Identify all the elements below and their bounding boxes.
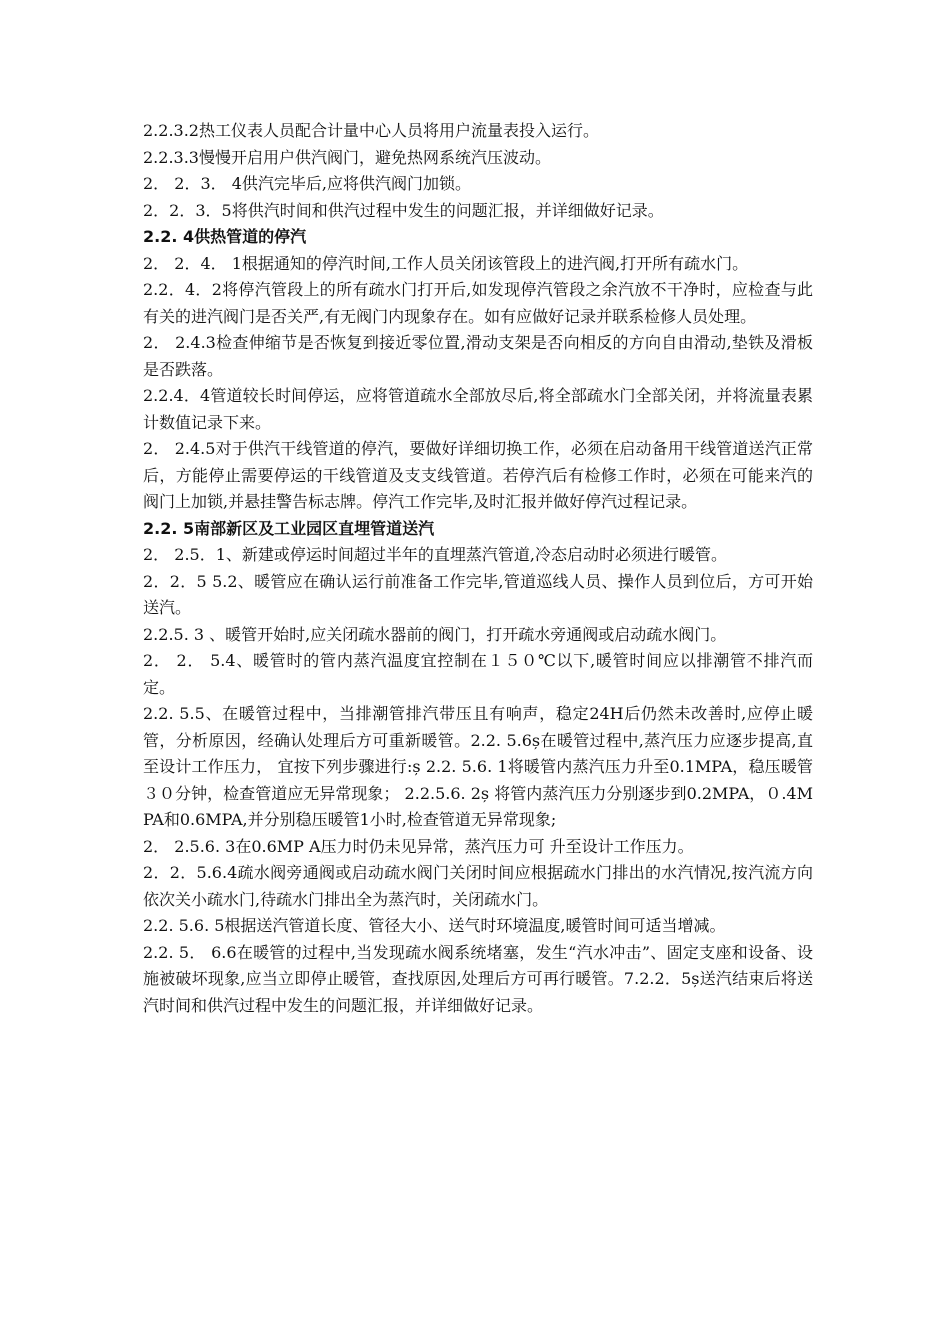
paragraph: 2． 2.5．1、新建或停运时间超过半年的直埋蒸汽管道,冷态启动时必须进行暖管。 (143, 545, 727, 564)
paragraph: 2． 2.5.6. 3在0.6MP A压力时仍未见异常，蒸汽压力可 升至设计工作压力。 (143, 836, 694, 856)
paragraph: 2．2．3．5将供汽时间和供汽过程中发生的问题汇报，并详细做好记录。 (143, 200, 664, 220)
paragraph: 2． 2．4． 1根据通知的停汽时间,工作人员关闭该管段上的进汽阀,打开所有疏水门。 (143, 253, 749, 273)
paragraph: 2.2.4．4管道较长时间停运，应将管道疏水全部放尽后,将全部疏水门全部关闭，并将流量表累计数值记录下来。 (143, 386, 813, 432)
paragraph: 2.2.5. 3 、暖管开始时,应关闭疏水器前的阀门，打开疏水旁通阀或启动疏水阀门。 (143, 624, 727, 644)
paragraph: 2． 2.4.5对于供汽干线管道的停汽，要做好详细切换工作，必须在启动备用干线管道送汽正常后，方能停止需要停运的干线管道及支支线管道。若停汽后有检修工作时，必须在可能来汽的阀门上加锁,并悬挂警告标志牌。停汽工作完毕,及时汇报并做好停汽过程记录。 (143, 439, 813, 511)
paragraph: 2.2.3.2热工仪表人员配合计量中心人员将用户流量表投入运行。 (143, 121, 599, 140)
paragraph: 2.2. 5． 6.6在暖管的过程中,当发现疏水阀系统堵塞，发生“汽水冲击”、固定支座和设备、设施被破坏现象,应当立即停止暖管，查找原因,处理后方可再行暖管。7.2.2．5ș送汽结束后将送汽时间和供汽过程中发生的问题汇报，并详细做好记录。 (143, 942, 813, 1015)
section-heading: 2.2. 4供热管道的停汽 (143, 227, 307, 246)
section-heading: 2.2. 5南部新区及工业园区直埋管道送汽 (143, 518, 435, 538)
document-body (143, 118, 813, 1019)
paragraph: 2． 2．3． 4供汽完毕后,应将供汽阀门加锁。 (143, 174, 471, 193)
paragraph: 2.2. 5.5、在暖管过程中，当排潮管排汽带压且有响声，稳定24H后仍然未改善时,应停止暖管，分析原因，经确认处理后方可重新暖管。2.2. 5.6ș在暖管过程中,蒸汽压力应逐步提高,直至设计工作压力， 宜按下列步骤进行:ș 2.2. 5.6. 1将暖管内蒸汽压力升至0.1MPA，稳压暖管３０分钟，检查管道应无异常现象； 2.2.5.6. 2ș 将管内蒸汽压力分别逐步到0.2MPA，０.4MPA和0.6MPA,并分别稳压暖管1小时,检查管道无异常现象; (143, 704, 813, 829)
paragraph: 2.2．4．2将停汽管段上的所有疏水门打开后,如发现停汽管段之余汽放不干净时，应检查与此有关的进汽阀门是否关严,有无阀门内现象存在。如有应做好记录并联系检修人员处理。 (143, 280, 813, 326)
paragraph: 2．2．5 5.2、暖管应在确认运行前准备工作完毕,管道巡线人员、操作人员到位后，方可开始送汽。 (143, 571, 813, 617)
paragraph: 2． 2． 5.4、暖管时的管内蒸汽温度宜控制在１５０℃以下,暖管时间应以排潮管不排汽而定。 (143, 651, 813, 697)
paragraph: 2.2.3.3慢慢开启用户供汽阀门，避免热网系统汽压波动。 (143, 147, 551, 167)
paragraph: 2.2. 5.6. 5根据送汽管道长度、管径大小、送气时环境温度,暖管时间可适当增减。 (143, 916, 726, 935)
paragraph: 2．2．5.6.4疏水阀旁通阀或启动疏水阀门关闭时间应根据疏水门排出的水汽情况,按汽流方向依次关小疏水门,待疏水门排出全为蒸汽时，关闭疏水门。 (143, 863, 813, 909)
paragraph: 2． 2.4.3检查伸缩节是否恢复到接近零位置,滑动支架是否向相反的方向自由滑动,垫铁及滑板是否跌落。 (143, 333, 813, 379)
